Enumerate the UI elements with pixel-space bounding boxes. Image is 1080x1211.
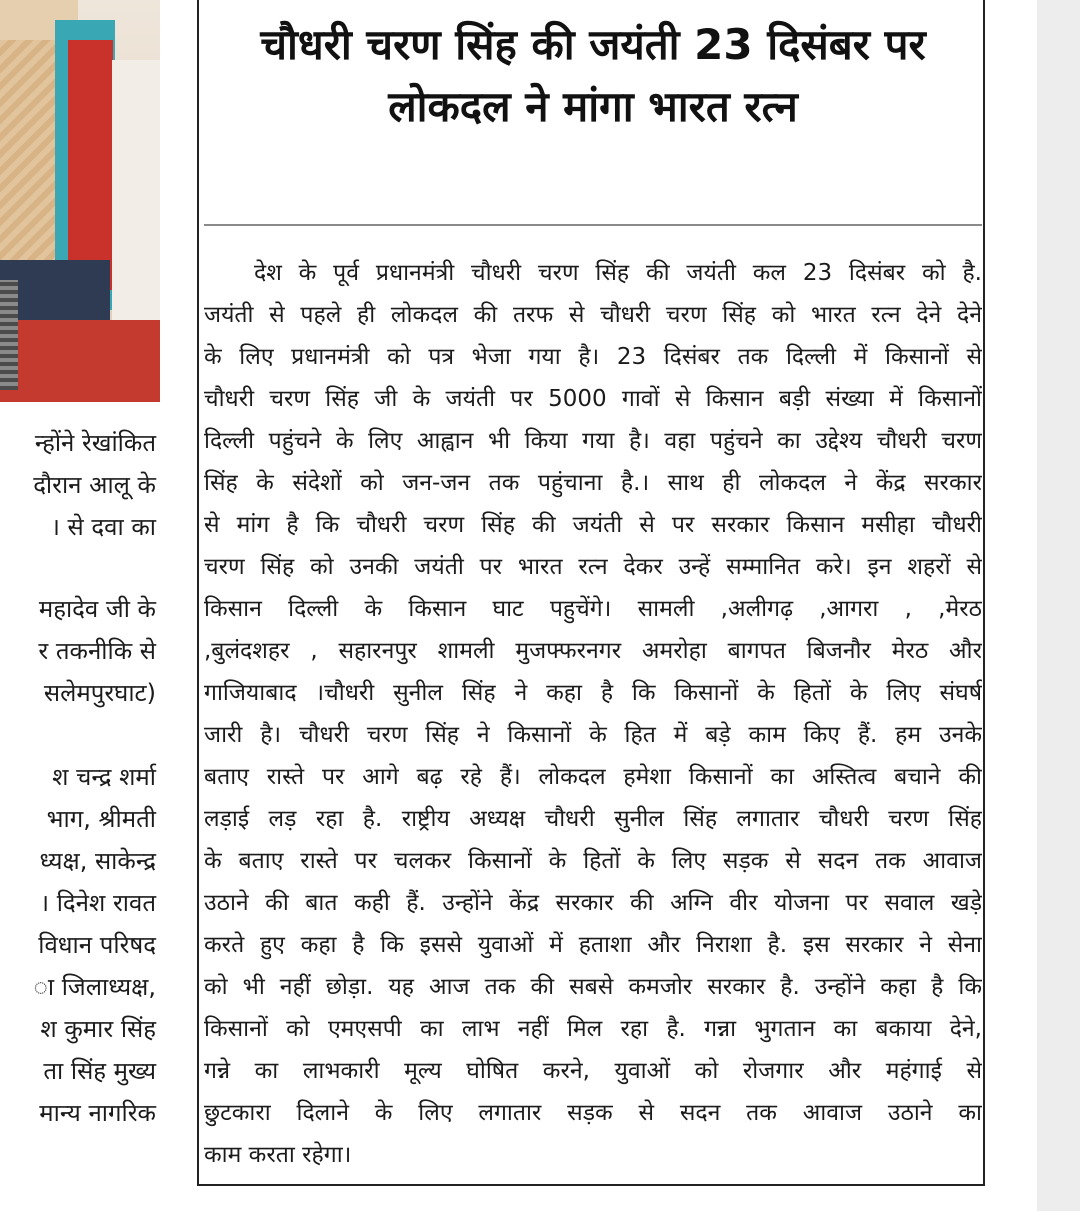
body-line: जयंती से पहले ही लोकदल की तरफ से चौधरी चरण सिंह को भारत रत्न देने देने — [204, 302, 982, 328]
body-line: गन्ने का लाभकारी मूल्य घोषित करने, युवाओं को रोजगार और महंगाई से — [204, 1058, 982, 1084]
body-line: चौधरी चरण सिंह जी के जयंती पर 5000 गावों से किसान बड़ी संख्या में किसानों — [204, 386, 982, 412]
right-margin — [1037, 0, 1080, 1211]
left-line: । से दवा का — [50, 513, 156, 541]
left-line: भाग, श्रीमती — [46, 805, 156, 833]
body-line: ,बुलंदशहर , सहारनपुर शामली मुजफ्फरनगर अमरोहा बागपत बिजनौर मेरठ और — [204, 638, 982, 664]
left-line: ध्यक्ष, साकेन्द्र — [39, 847, 156, 875]
body-line: लड़ाई लड़ रहा है. राष्ट्रीय अध्यक्ष चौधरी सुनील सिंह लगातार चौधरी चरण सिंह — [204, 806, 982, 832]
left-line: विधान परिषद — [38, 931, 156, 959]
body-line: दिल्ली पहुंचने के लिए आह्वान भी किया गया है। वहा पहुंचने का उद्देश्य चौधरी चरण — [204, 428, 982, 454]
body-line: देश के पूर्व प्रधानमंत्री चौधरी चरण सिंह की जयंती कल 23 दिसंबर को है. — [254, 260, 982, 286]
left-line: श कुमार सिंह — [40, 1015, 156, 1043]
body-line: किसानों को एमएसपी का लाभ नहीं मिल रहा है. गन्ना भुगतान का बकाया देने, — [204, 1016, 982, 1042]
headline-line-1: चौधरी चरण सिंह की जयंती 23 दिसंबर पर — [260, 20, 926, 69]
headline-line-2: लोकदल ने मांगा भारत रत्न — [388, 82, 798, 131]
article-headline — [199, 14, 987, 138]
body-line: के लिए प्रधानमंत्री को पत्र भेजा गया है। 23 दिसंबर तक दिल्ली में किसानों से — [204, 344, 982, 370]
left-line: मान्य नागरिक — [39, 1099, 156, 1127]
body-line: उठाने की बात कही हैं. उन्होंने केंद्र सरकार की अग्नि वीर योजना पर सवाल खड़े — [204, 890, 982, 916]
left-line: दौरान आलू के — [33, 471, 156, 499]
body-line: के बताए रास्ते पर चलकर किसानों के हितों के लिए सड़क से सदन तक आवाज — [204, 848, 982, 874]
headline-divider — [204, 224, 982, 226]
body-line: को भी नहीं छोड़ा. यह आज तक की सबसे कमजोर सरकार है. उन्होंने कहा है कि — [204, 974, 982, 1000]
left-line: श चन्द्र शर्मा — [52, 763, 156, 791]
body-line: चरण सिंह को उनकी जयंती पर भारत रत्न देकर उन्हें सम्मानित करे। इन शहरों से — [204, 554, 982, 580]
left-line: न्होंने रेखांकित — [34, 429, 156, 457]
body-line: जारी है। चौधरी चरण सिंह ने किसानों के हित में बड़े काम किए हैं. हम उनके — [204, 722, 982, 748]
body-line: किसान दिल्ली के किसान घाट पहुचेंगे। सामली ,अलीगढ़ ,आगरा , ,मेरठ — [204, 596, 982, 622]
cropped-photo — [0, 0, 160, 402]
left-line: । दिनेश रावत — [39, 889, 156, 917]
article-body — [204, 252, 982, 1176]
body-line: छुटकारा दिलाने के लिए लगातार सड़क से सदन तक आवाज उठाने का — [204, 1100, 982, 1126]
body-line: काम करता रहेगा। — [204, 1142, 352, 1168]
left-line: महादेव जी के — [38, 595, 156, 623]
body-line: से मांग है कि चौधरी चरण सिंह की जयंती से पर सरकार किसान मसीहा चौधरी — [204, 512, 982, 538]
body-line: गाजियाबाद ।चौधरी सुनील सिंह ने कहा है कि किसानों के हितों के लिए संघर्ष — [204, 680, 982, 706]
news-article — [197, 0, 985, 1186]
body-line: बताए रास्ते पर आगे बढ़ रहे हैं। लोकदल हमेशा किसानों का अस्तित्व बचाने की — [204, 764, 982, 790]
left-line: र तकनीकि से — [38, 637, 156, 665]
left-line: सलेमपुरघाट) — [43, 679, 156, 707]
body-line: करते हुए कहा है कि इससे युवाओं में हताशा और निराशा है. इस सरकार ने सेना — [204, 932, 982, 958]
left-line: ता सिंह मुख्य — [43, 1057, 156, 1085]
body-line: सिंह के संदेशों को जन-जन तक पहुंचाना है.। साथ ही लोकदल ने केंद्र सरकार — [204, 470, 982, 496]
left-line: ा जिलाध्यक्ष, — [33, 973, 156, 1001]
left-column-text — [0, 418, 160, 1138]
